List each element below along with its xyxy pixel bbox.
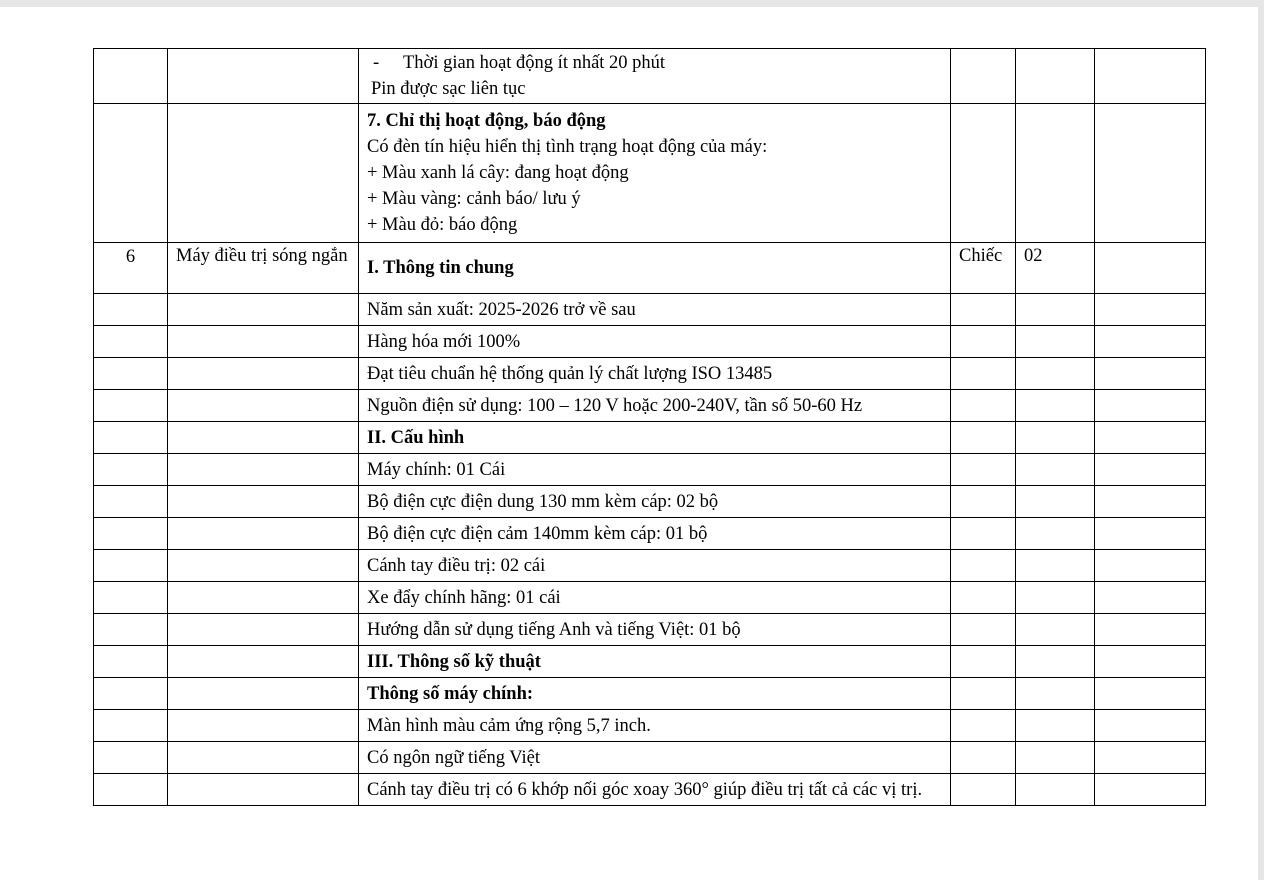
table-row	[94, 49, 1206, 104]
spec-text: Màn hình màu cảm ứng rộng 5,7 inch.	[359, 710, 951, 742]
table-row	[94, 614, 1206, 646]
document-page	[0, 7, 1258, 880]
battery-charge-text: Pin được sạc liên tục	[371, 79, 526, 99]
spec-cell	[359, 104, 951, 243]
item-quantity: 02	[1016, 243, 1095, 294]
section-heading: Thông số máy chính:	[359, 678, 951, 710]
table-row	[94, 454, 1206, 486]
section-heading: I. Thông tin chung	[359, 243, 951, 294]
table-row	[94, 582, 1206, 614]
section-heading: II. Cấu hình	[359, 422, 951, 454]
table-row	[94, 104, 1206, 243]
spec-text: Hàng hóa mới 100%	[359, 326, 951, 358]
spec-text: Có ngôn ngữ tiếng Việt	[359, 742, 951, 774]
table-row	[94, 774, 1206, 806]
section-heading: III. Thông số kỹ thuật	[359, 646, 951, 678]
table-row	[94, 294, 1206, 326]
table-row	[94, 358, 1206, 390]
table-row	[94, 678, 1206, 710]
table-row	[94, 710, 1206, 742]
spec-text: Bộ điện cực điện dung 130 mm kèm cáp: 02 bộ	[359, 486, 951, 518]
table-row	[94, 486, 1206, 518]
indicator-line: + Màu xanh lá cây: đang hoạt động	[367, 163, 629, 183]
battery-duration-text: Thời gian hoạt động ít nhất 20 phút	[403, 53, 666, 73]
spec-cell: - Thời gian hoạt động ít nhất 20 phút Pin được sạc liên tục	[359, 49, 951, 104]
table-row	[94, 326, 1206, 358]
spec-text: Năm sản xuất: 2025-2026 trở về sau	[359, 294, 951, 326]
table-row	[94, 742, 1206, 774]
item-number: 6	[94, 243, 168, 294]
table-row	[94, 518, 1206, 550]
table-row	[94, 390, 1206, 422]
spec-text: Hướng dẫn sử dụng tiếng Anh và tiếng Việt: 01 bộ	[359, 614, 951, 646]
table-row	[94, 646, 1206, 678]
spec-text: Đạt tiêu chuẩn hệ thống quản lý chất lượng ISO 13485	[359, 358, 951, 390]
indicator-line: + Màu vàng: cảnh báo/ lưu ý	[367, 189, 581, 209]
item-unit: Chiếc	[951, 243, 1016, 294]
indicator-line: + Màu đỏ: báo động	[367, 215, 518, 235]
spec-text: Cánh tay điều trị: 02 cái	[359, 550, 951, 582]
table-row	[94, 243, 1206, 294]
spec-text: Cánh tay điều trị có 6 khớp nối góc xoay 360° giúp điều trị tất cả các vị trị.	[359, 774, 951, 806]
table-row	[94, 550, 1206, 582]
spec-text: Xe đẩy chính hãng: 01 cái	[359, 582, 951, 614]
spec-text: Nguồn điện sử dụng: 100 – 120 V hoặc 200-240V, tần số 50-60 Hz	[359, 390, 951, 422]
indicator-line: Có đèn tín hiệu hiển thị tình trạng hoạt động của máy:	[367, 137, 768, 157]
table-row	[94, 422, 1206, 454]
spec-text: Bộ điện cực điện cảm 140mm kèm cáp: 01 bộ	[359, 518, 951, 550]
spec-text: Máy chính: 01 Cái	[359, 454, 951, 486]
item-name: Máy điều trị sóng ngắn	[168, 243, 359, 294]
equipment-spec-table	[93, 48, 1206, 806]
indicator-heading: 7. Chỉ thị hoạt động, báo động	[367, 111, 606, 131]
